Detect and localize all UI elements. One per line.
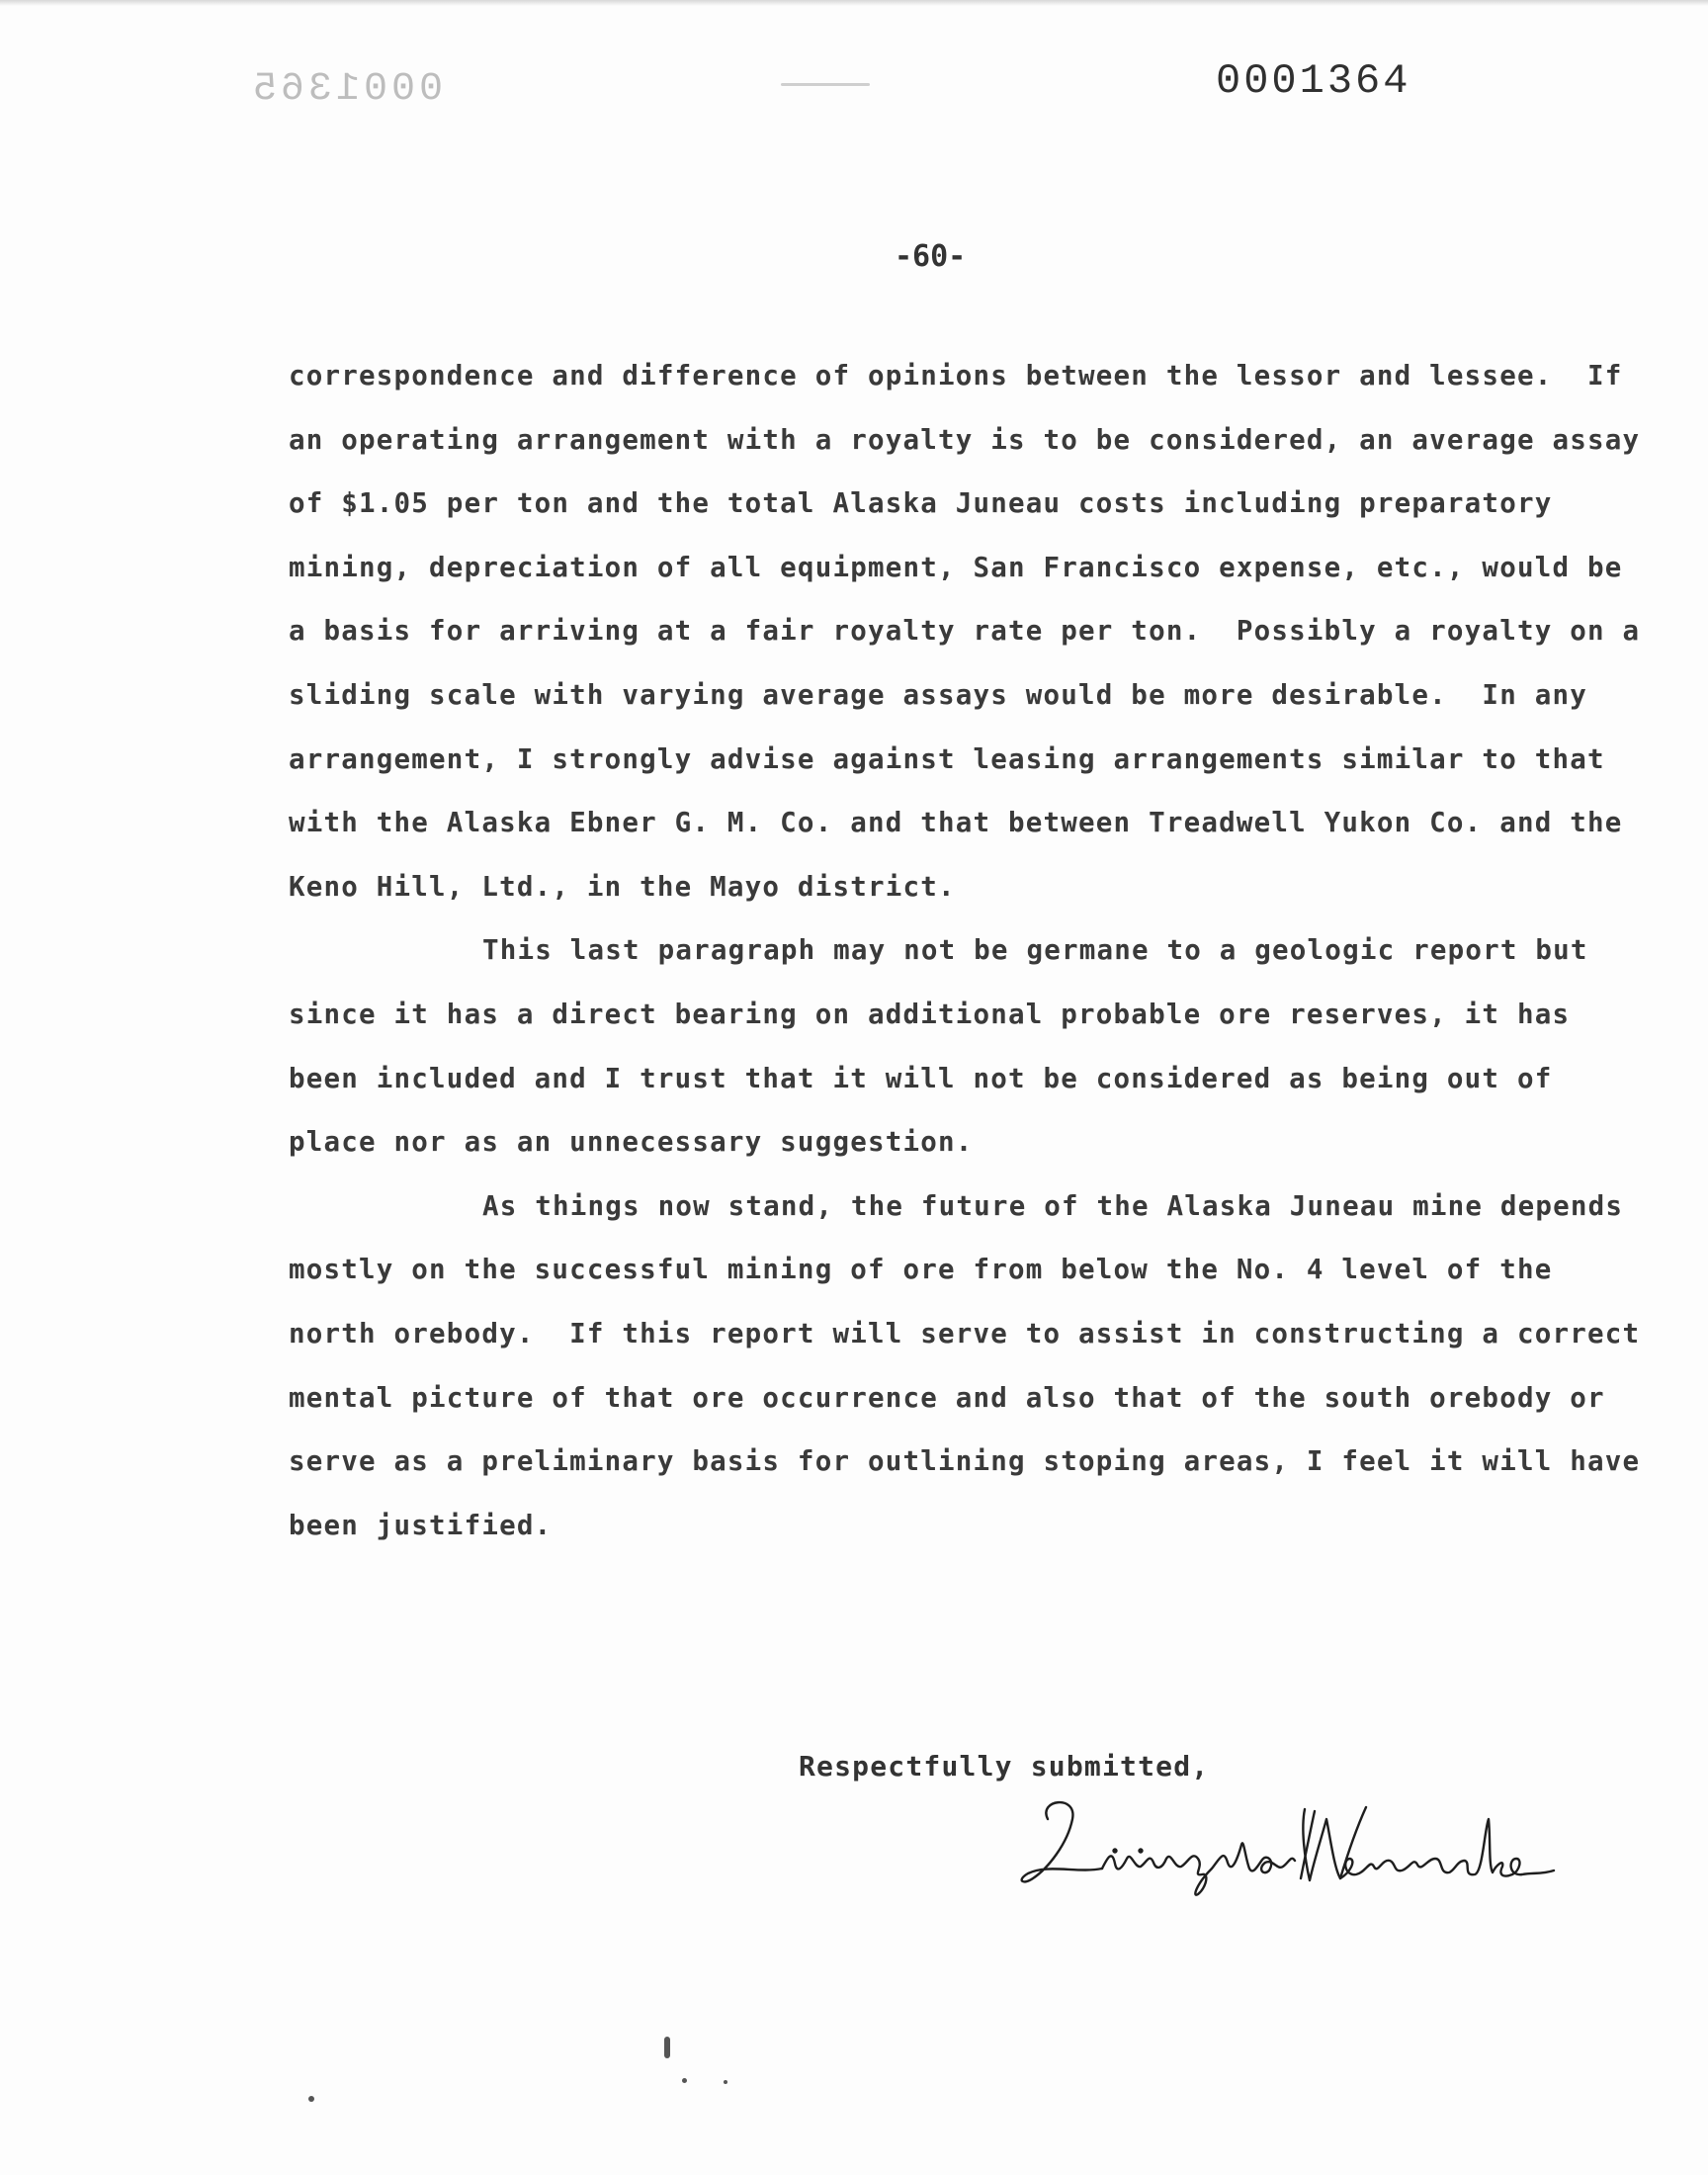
paragraph-3: As things now stand, the future of the Alaska Juneau mine depends mostly on the successful mining of ore from below the No. 4 level of the north orebody. If this report will serve to assist in constructing a correct mental picture of that ore occurrence and also that of the south orebody or serve as a preliminary basis for outlining stoping areas, I feel it will have been justified. xyxy=(289,1189,1659,1541)
closing-line: Respectfully submitted, xyxy=(799,1750,1210,1783)
stray-dot xyxy=(724,2080,727,2084)
body-text xyxy=(289,344,1659,1557)
mirrored-stamp-number: 0001365 xyxy=(249,67,444,112)
stray-mark xyxy=(664,2037,670,2058)
handwritten-signature xyxy=(1008,1789,1581,1898)
paragraph-1: correspondence and difference of opinions between the lessor and lessee. If an operating arrangement with a royalty is to be considered, an average assay of $1.05 per ton and the total Alaska Juneau costs including preparatory mining, depreciation of all equipment, San Francisco expense, etc., would be a basis for arriving at a fair royalty rate per ton. Possibly a royalty on a sliding scale with varying average assays would be more desirable. In any arrangement, I strongly advise against leasing arrangements similar to that with the Alaska Ebner G. M. Co. and that between Treadwell Yukon Co. and the Keno Hill, Ltd., in the Mayo district. xyxy=(289,360,1659,903)
paragraph-2: This last paragraph may not be germane to a geologic report but since it has a direct bearing on additional probable ore reserves, it has been included and I trust that it will not be considered as being out of place nor as an unnecessary suggestion. xyxy=(289,934,1606,1159)
stray-dot xyxy=(308,2096,314,2102)
stray-dot xyxy=(682,2078,687,2083)
stamp-number: 0001364 xyxy=(1216,57,1411,105)
page-label: -60- xyxy=(895,239,967,274)
smudge-mark xyxy=(781,83,870,86)
